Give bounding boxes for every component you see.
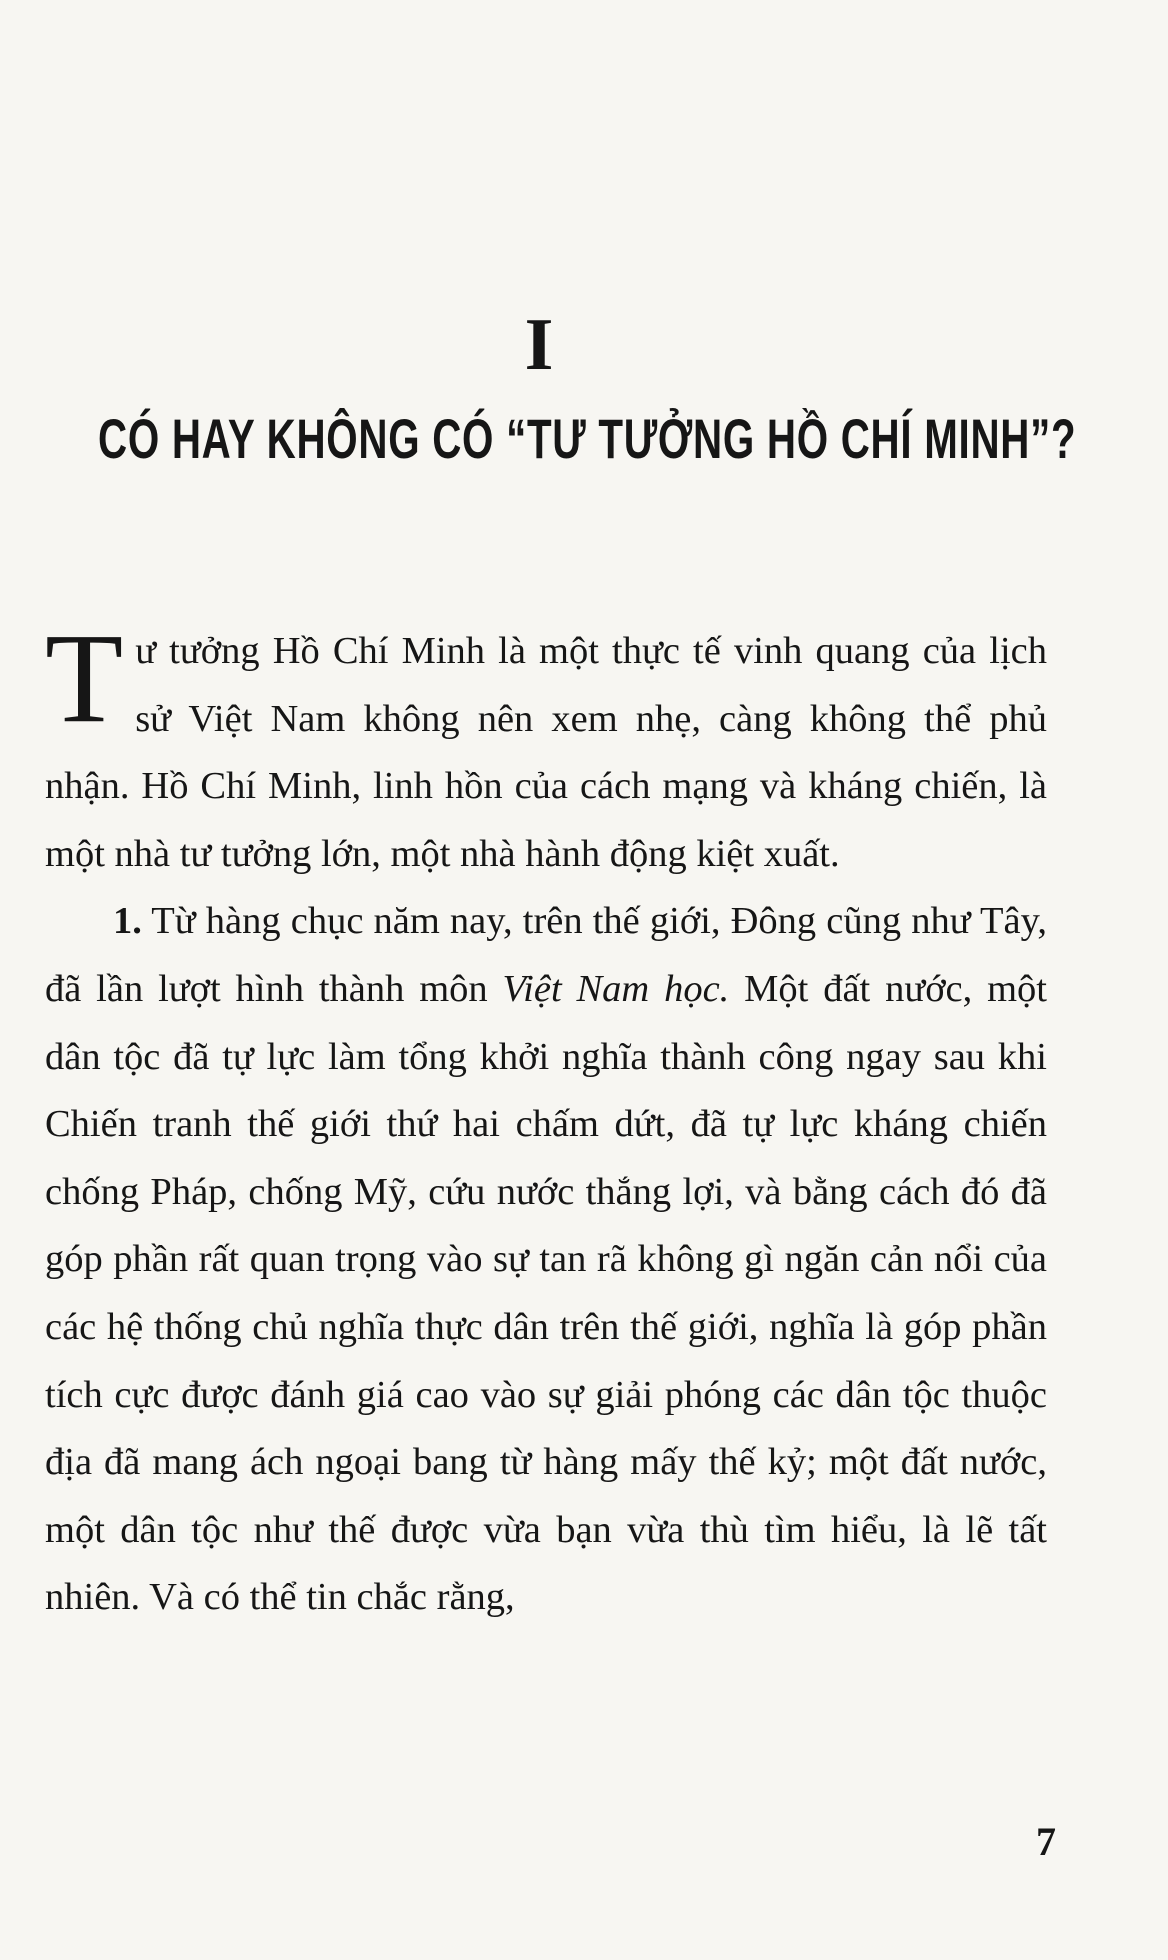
paragraph-1 — [45, 607, 1047, 888]
body-text — [45, 607, 1048, 1632]
paragraph-2-text-a: Từ hàng chục năm nay, trên thế giới, Đông cũng như Tây, đã lần lượt hình thành môn — [45, 900, 1047, 1010]
italic-term: Việt Nam học. — [502, 967, 730, 1010]
page-number: 7 — [1036, 1819, 1056, 1864]
paragraph-2 — [45, 888, 1047, 1632]
paragraph-1-text: ư tưởng Hồ Chí Minh là một thực tế vinh quang của lịch sử Việt Nam không nên xem nhẹ, càng không thể phủ nhận. Hồ Chí Minh, linh hồn của cách mạng và kháng chiến, là một nhà tư tưởng lớn, một nhà hành động kiệt xuất. — [45, 630, 1047, 875]
paragraph-2-text-b: Một đất nước, một dân tộc đã tự lực làm tổng khởi nghĩa thành công ngay sau khi Chiến tranh thế giới thứ hai chấm dứt, đã tự lực kháng chiến chống Pháp, chống Mỹ, cứu nước thắng lợi, và bằng cách đó đã góp phần rất quan trọng vào sự tan rã không gì ngăn cản nổi của các hệ thống chủ nghĩa thực dân trên thế giới, nghĩa là góp phần tích cực được đánh giá cao vào sự giải phóng các dân tộc thuộc địa đã mang ách ngoại bang từ hàng mấy thế kỷ; một đất nước, một dân tộc như thế được vừa bạn vừa thù tìm hiểu, là lẽ tất nhiên. Và có thể tin chắc rằng, — [45, 967, 1048, 1619]
chapter-number: I — [524, 304, 556, 386]
drop-cap: T — [45, 607, 124, 749]
chapter-title: CÓ HAY KHÔNG CÓ “TƯ TƯỞNG HỒ CHÍ MINH”? — [98, 407, 1077, 470]
section-number: 1. — [113, 900, 142, 943]
